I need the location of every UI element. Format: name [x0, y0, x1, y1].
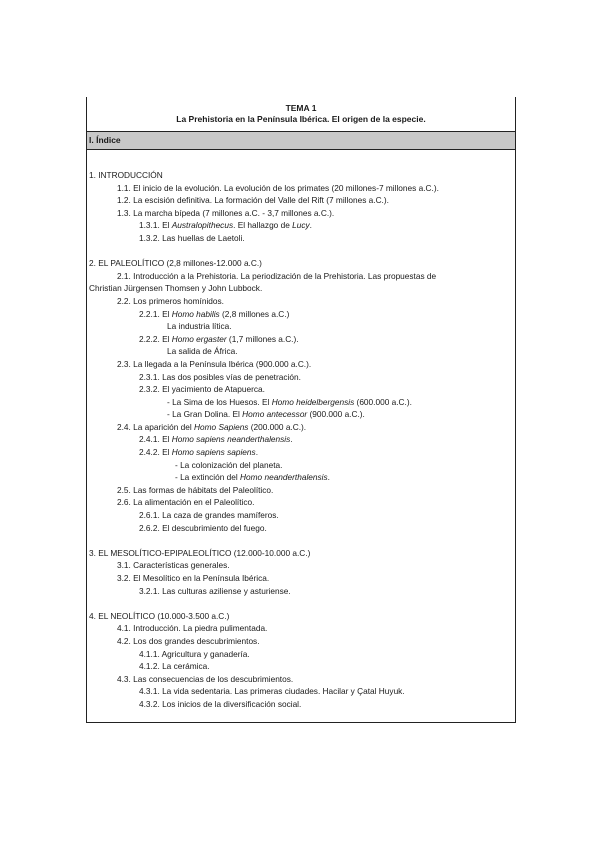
toc-entry — [87, 446, 515, 459]
toc-entry: - La colonización del planeta. — [175, 459, 283, 470]
toc-entry-text: . — [327, 472, 330, 483]
toc-entry-italic: Homo habilis — [171, 308, 220, 319]
toc-entry-italic: Homo antecessor — [242, 409, 308, 420]
toc-entry — [87, 421, 515, 434]
toc-entry-text: (900.000 a.C.). — [307, 409, 365, 420]
section-gap — [87, 245, 515, 258]
index-section-bar: I. Índice — [87, 132, 515, 150]
toc-entry: 2.6. La alimentación en el Paleolítico. — [117, 497, 255, 508]
toc-entry — [87, 308, 515, 321]
toc-entry: 2.5. Las formas de hábitats del Paleolítico. — [117, 484, 274, 495]
toc-entry-italic: Homo Sapiens — [194, 421, 249, 432]
toc-entry-text: (600.000 a.C.). — [354, 396, 412, 407]
toc-entry-text: (2,8 millones a.C.) — [219, 308, 290, 319]
toc-entry — [87, 471, 515, 484]
toc-entry: 3.2.1. Las culturas aziliense y asturiense. — [139, 585, 291, 596]
toc-entry — [87, 408, 515, 421]
toc-entry-text: . — [290, 434, 293, 445]
toc-entry-italic: Homo heidelbergensis — [271, 396, 355, 407]
toc-entry-italic: Homo sapiens sapiens — [171, 447, 256, 458]
toc-entry: 2.3.1. Las dos posibles vías de penetración. — [139, 371, 301, 382]
toc-entry-text: - La extinción del — [175, 472, 241, 483]
toc-entry: 4. EL NEOLÍTICO (10.000-3.500 a.C.) — [89, 610, 230, 621]
toc-entry-text: (200.000 a.C.). — [248, 421, 307, 432]
toc-entry: 2.2. Los primeros homínidos. — [117, 295, 224, 306]
tema-label: TEMA 1 — [285, 103, 317, 113]
toc-entry: 1.3.2. Las huellas de Laetoli. — [139, 232, 245, 243]
toc-entry-italic: Homo sapiens neanderthalensis — [171, 434, 291, 445]
toc-entry-text: (1,7 millones a.C.). — [226, 333, 299, 344]
toc-entry: 1.2. La escisión definitiva. La formación del Valle del Rift (7 millones a.C.). — [117, 195, 389, 206]
toc-entry-text: 2.2.2. El — [139, 333, 172, 344]
toc-entry — [87, 333, 515, 346]
document-page — [86, 97, 516, 723]
toc-entry-italic: Homo neanderthalensis — [240, 472, 328, 483]
page-title: La Prehistoria en la Península Ibérica. El origen de la especie. — [176, 114, 426, 124]
toc-entry-text: - La Sima de los Huesos. El — [167, 396, 272, 407]
toc-entry-text: 2.4. La aparición del — [117, 421, 195, 432]
toc-entry: Christian Jürgensen Thomsen y John Lubbock. — [89, 283, 263, 294]
toc-entry: 4.2. Los dos grandes descubrimientos. — [117, 635, 260, 646]
toc-entry-italic: Australopithecus — [171, 220, 234, 231]
toc-entry: 2.3.2. El yacimiento de Atapuerca. — [139, 384, 265, 395]
toc-entry: 3.1. Características generales. — [117, 560, 230, 571]
toc-entry: 1. INTRODUCCIÓN — [89, 170, 163, 180]
toc-entry-text: . — [255, 447, 258, 458]
toc-entry: 1.3. La marcha bípeda (7 millones a.C. - 3,7 millones a.C.). — [117, 207, 335, 218]
toc-entry: 4.3.2. Los inicios de la diversificación social. — [139, 698, 302, 709]
toc-entry: 4.1. Introducción. La piedra pulimentada. — [117, 623, 268, 634]
toc-entry-text: 2.4.1. El — [139, 434, 172, 445]
toc-entry: 4.3. Las consecuencias de los descubrimientos. — [117, 673, 294, 684]
toc-entry-text: 2.2.1. El — [139, 308, 172, 319]
toc-entry: 4.1.1. Agricultura y ganadería. — [139, 648, 250, 659]
toc-entry-text: . — [309, 220, 312, 231]
toc-entry — [87, 396, 515, 409]
section-gap — [87, 534, 515, 547]
toc-entry-text: - La Gran Dolina. El — [167, 409, 243, 420]
toc-entry — [87, 433, 515, 446]
toc-entry: 2.6.2. El descubrimiento del fuego. — [139, 522, 267, 533]
table-of-contents — [87, 150, 515, 711]
toc-entry: 2. EL PALEOLÍTICO (2,8 millones-12.000 a.C.) — [89, 258, 262, 269]
toc-entry: 2.3. La llegada a la Península Ibérica (900.000 a.C.). — [117, 358, 312, 369]
toc-entry: La salida de África. — [167, 346, 238, 357]
toc-entry: 4.3.1. La vida sedentaria. Las primeras ciudades. Hacilar y Çatal Huyuk. — [139, 686, 405, 697]
toc-entry — [87, 219, 515, 232]
toc-entry: 2.1. Introducción a la Prehistoria. La periodización de la Prehistoria. Las propuestas de — [117, 270, 437, 281]
section-gap — [87, 597, 515, 610]
toc-entry-text: 2.4.2. El — [139, 447, 172, 458]
toc-entry: 3. EL MESOLÍTICO-EPIPALEOLÍTICO (12.000-10.000 a.C.) — [89, 547, 311, 558]
toc-entry: La industria lítica. — [167, 321, 232, 332]
toc-entry-italic: Homo ergaster — [171, 333, 227, 344]
toc-entry: 3.2. El Mesolítico en la Península Ibérica. — [117, 573, 270, 583]
toc-entry-italic: Lucy — [292, 220, 310, 231]
toc-entry: 4.1.2. La cerámica. — [139, 661, 210, 672]
toc-entry: 1.1. El inicio de la evolución. La evolución de los primates (20 millones-7 millones a.C.). — [117, 182, 439, 193]
toc-entry: 2.6.1. La caza de grandes mamíferos. — [139, 510, 279, 521]
toc-entry-text: . El hallazgo de — [233, 220, 293, 231]
toc-entry-text: 1.3.1. El — [139, 220, 172, 231]
document-header — [87, 97, 515, 132]
